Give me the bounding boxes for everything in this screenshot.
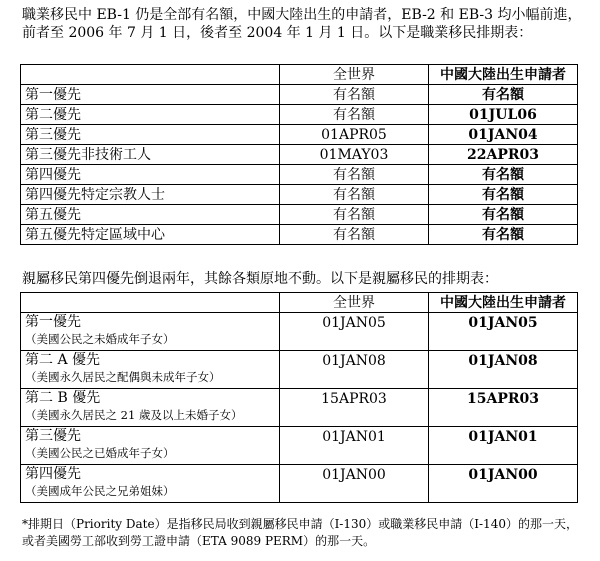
header-category: [21, 293, 280, 313]
table-row: [21, 165, 578, 185]
row-worldwide-date: 有名額: [280, 205, 429, 225]
row-category: 第四優先特定宗教人士: [21, 185, 280, 205]
row-china-date: 01JAN08: [429, 351, 578, 389]
table-header-row: [21, 65, 578, 85]
row-category: 第一優先: [21, 85, 280, 105]
row-category: 第二 A 優先: [25, 352, 101, 368]
row-category: 第三優先非技術工人: [21, 145, 280, 165]
row-category-cell: [21, 389, 280, 427]
row-worldwide-date: 01MAY03: [280, 145, 429, 165]
row-china-date: 22APR03: [429, 145, 578, 165]
row-category-cell: [21, 351, 280, 389]
table-row: [21, 125, 578, 145]
row-category: 第四優先: [21, 165, 280, 185]
row-category-cell: [21, 465, 280, 503]
row-china-date: 有名額: [429, 185, 578, 205]
row-category-note: （美國永久居民之 21 歲及以上未婚子女）: [25, 408, 243, 422]
table-row: [21, 145, 578, 165]
family-priority-table: [20, 292, 578, 503]
table-row: [21, 465, 578, 503]
row-category-note: （美國永久居民之配偶與未成年子女）: [25, 370, 221, 384]
row-china-date: 01JUL06: [429, 105, 578, 125]
row-category-cell: [21, 427, 280, 465]
row-category: 第四優先: [25, 466, 81, 482]
row-china-date: 01JAN00: [429, 465, 578, 503]
row-worldwide-date: 有名額: [280, 105, 429, 125]
header-china: 中國大陸出生申請者: [429, 293, 578, 313]
row-category-note: （美國成年公民之兄弟姐妹）: [25, 484, 175, 498]
table-row: [21, 389, 578, 427]
footnote: *排期日（Priority Date）是指移民局收到親屬移民申請（I-130）或職業移民申請（I-140）的那一天，或者美國勞工部收到勞工證申請（ETA 9089 PERM）的那一天。: [22, 517, 578, 548]
row-worldwide-date: 01APR05: [280, 125, 429, 145]
employment-intro-paragraph: 職業移民中 EB-1 仍是全部有名額，中國大陸出生的申請者，EB-2 和 EB-3 均小幅前進，前者至 2006 年 7 月 1 日，後者至 2004 年 1 月 1 日。以下是職業移民排期表：: [22, 7, 582, 41]
table-header-row: [21, 293, 578, 313]
row-china-date: 有名額: [429, 165, 578, 185]
header-worldwide: 全世界: [280, 65, 429, 85]
row-category-note: （美國公民之未婚成年子女）: [25, 332, 175, 346]
row-worldwide-date: 01JAN00: [280, 465, 429, 503]
table-row: [21, 313, 578, 351]
row-category: 第五優先: [21, 205, 280, 225]
row-worldwide-date: 有名額: [280, 85, 429, 105]
row-worldwide-date: 有名額: [280, 185, 429, 205]
table-row: [21, 85, 578, 105]
table-row: [21, 185, 578, 205]
row-category: 第二優先: [21, 105, 280, 125]
table-row: [21, 105, 578, 125]
row-china-date: 01JAN05: [429, 313, 578, 351]
row-category: 第一優先: [25, 314, 81, 330]
row-worldwide-date: 01JAN05: [280, 313, 429, 351]
table-row: [21, 205, 578, 225]
employment-priority-table: [20, 64, 578, 245]
row-category: 第二 B 優先: [25, 390, 101, 406]
row-worldwide-date: 有名額: [280, 165, 429, 185]
family-intro-paragraph: 親屬移民第四優先倒退兩年，其餘各類原地不動。以下是親屬移民的排期表：: [22, 271, 498, 287]
row-category-note: （美國公民之已婚成年子女）: [25, 446, 175, 460]
table-row: [21, 225, 578, 245]
row-china-date: 01JAN01: [429, 427, 578, 465]
row-china-date: 有名額: [429, 225, 578, 245]
row-worldwide-date: 01JAN01: [280, 427, 429, 465]
row-category-cell: [21, 313, 280, 351]
header-china: 中國大陸出生申請者: [429, 65, 578, 85]
table-row: [21, 351, 578, 389]
row-worldwide-date: 有名額: [280, 225, 429, 245]
row-category: 第三優先: [21, 125, 280, 145]
row-china-date: 01JAN04: [429, 125, 578, 145]
table-row: [21, 427, 578, 465]
row-category: 第五優先特定區域中心: [21, 225, 280, 245]
row-worldwide-date: 15APR03: [280, 389, 429, 427]
header-category: [21, 65, 280, 85]
row-china-date: 15APR03: [429, 389, 578, 427]
header-worldwide: 全世界: [280, 293, 429, 313]
row-china-date: 有名額: [429, 85, 578, 105]
row-china-date: 有名額: [429, 205, 578, 225]
row-category: 第三優先: [25, 428, 81, 444]
row-worldwide-date: 01JAN08: [280, 351, 429, 389]
